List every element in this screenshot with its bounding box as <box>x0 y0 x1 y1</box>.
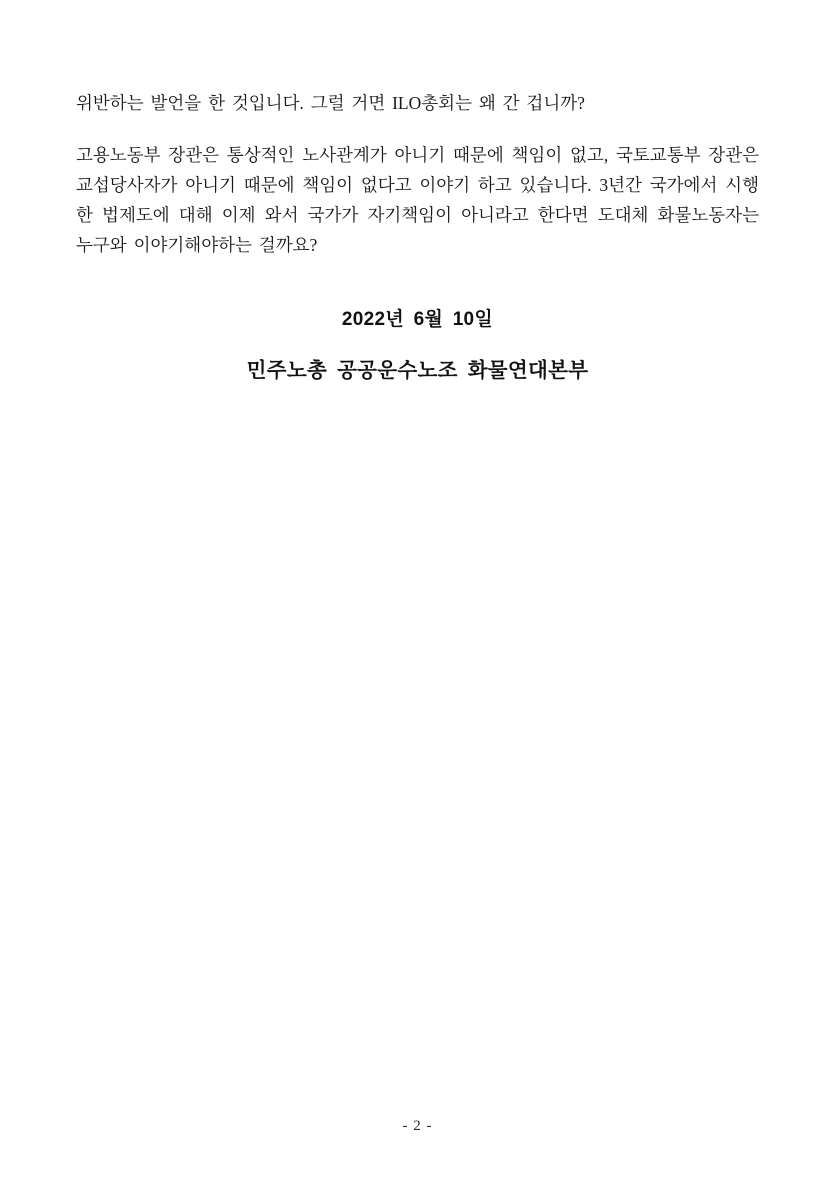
signature-date: 2022년 6월 10일 <box>341 309 494 331</box>
document-body <box>76 88 759 383</box>
signature-block <box>76 304 759 383</box>
paragraph-2: 고용노동부 장관은 통상적인 노사관계가 아니기 때문에 책임이 없고, 국토교통부 장관은 교섭당사자가 아니기 때문에 책임이 없다고 이야기 하고 있습니다. 3년간 국가에서 시행한 법제도에 대해 이제 와서 국가가 자기책임이 아니라고 한다면 도대체 화물노동자는 누구와 이야기해야하는 걸까요? <box>76 145 759 256</box>
page-number: - 2 - <box>402 1118 433 1134</box>
signature-organization: 민주노총 공공운수노조 화물연대본부 <box>246 359 589 383</box>
paragraph-1: 위반하는 발언을 한 것입니다. 그럴 거면 ILO총회는 왜 간 겁니까? <box>76 93 585 113</box>
